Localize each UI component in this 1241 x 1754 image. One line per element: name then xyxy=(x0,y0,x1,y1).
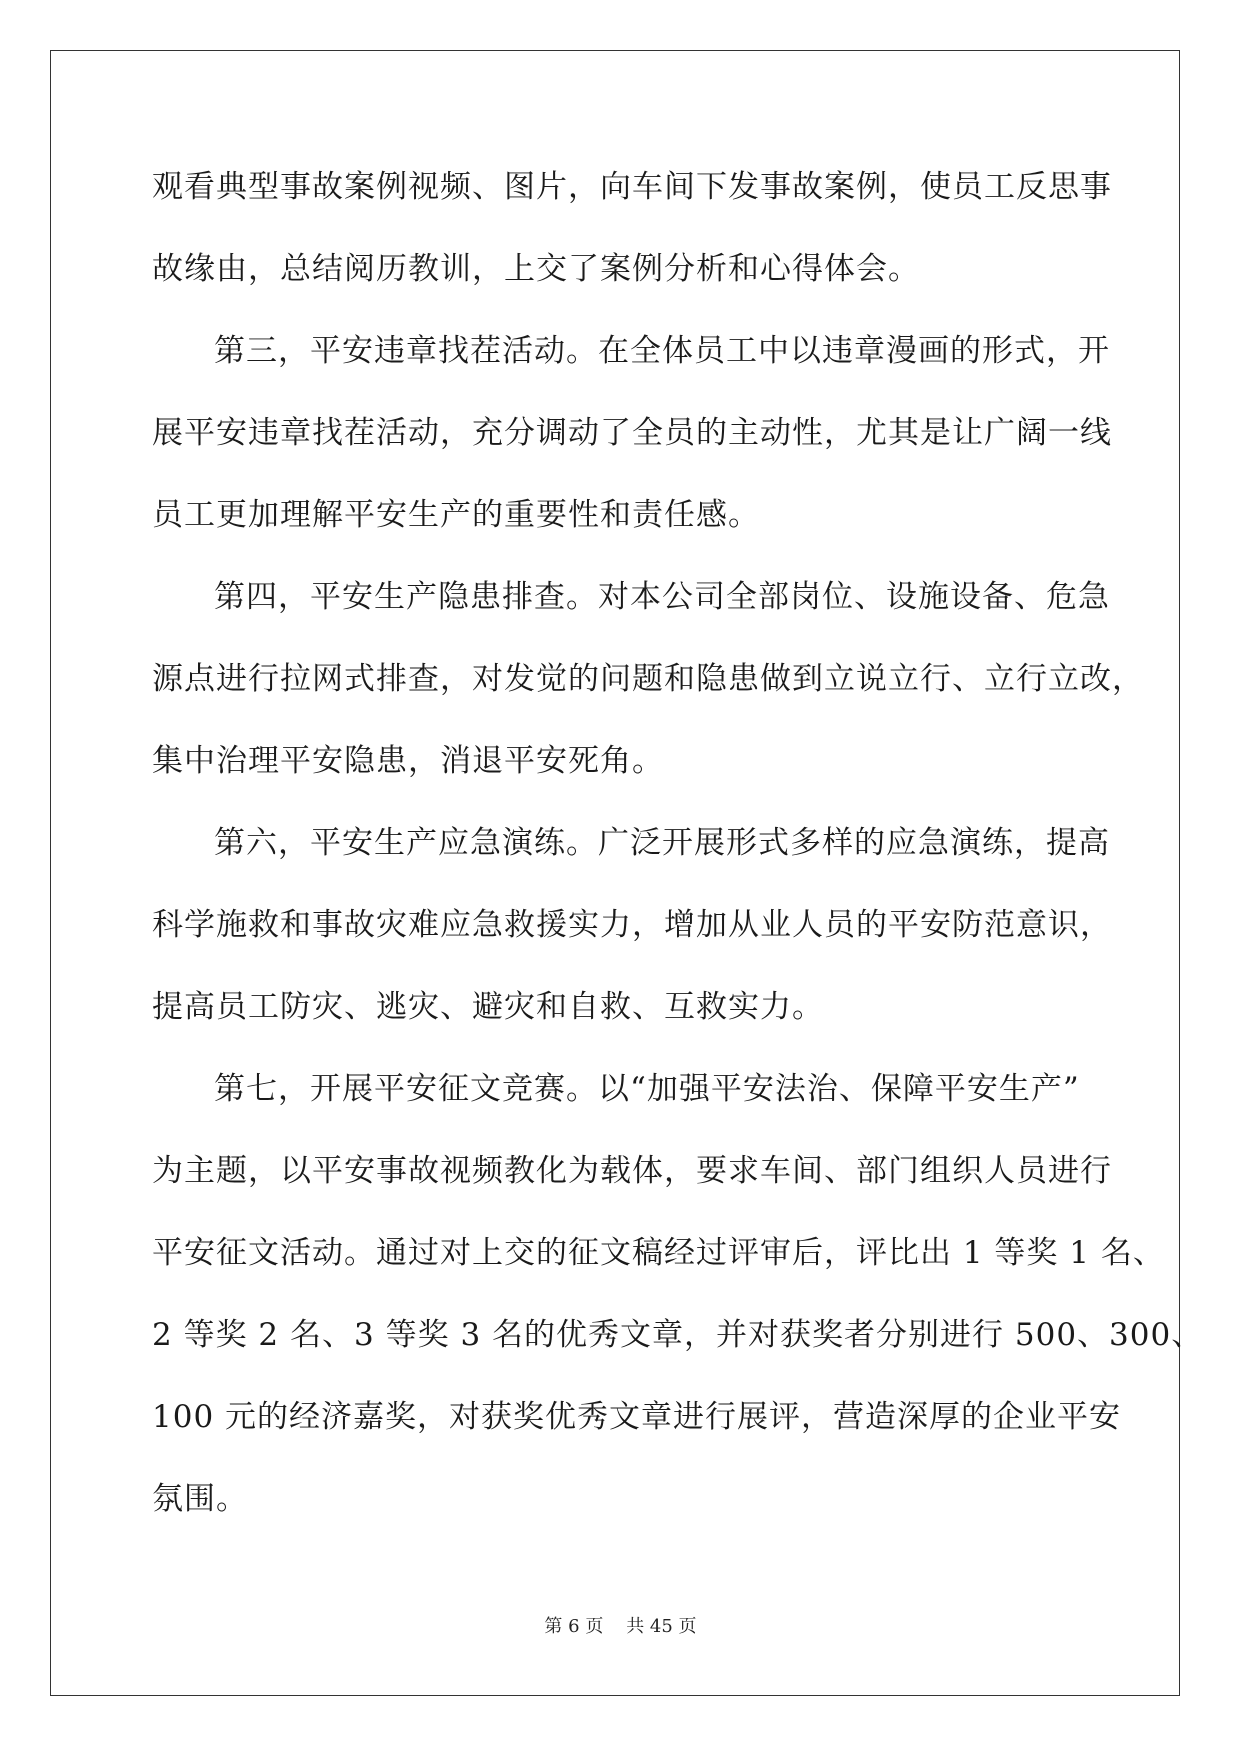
paragraph-start: 第六，平安生产应急演练。广泛开展形式多样的应急演练，提高 xyxy=(214,825,1110,861)
page-number-footer: 第 6 页 共 45 页 xyxy=(544,1616,697,1637)
text-line: 科学施救和事故灾难应急救援实力，增加从业人员的平安防范意识， xyxy=(152,907,1112,943)
text-line: 提高员工防灾、逃灾、避灾和自救、互救实力。 xyxy=(152,989,824,1025)
text-line: 员工更加理解平安生产的重要性和责任感。 xyxy=(152,497,760,533)
text-line: 2 等奖 2 名、3 等奖 3 名的优秀文章，并对获奖者分别进行 500、300、 xyxy=(152,1317,1204,1353)
text-line: 故缘由，总结阅历教训，上交了案例分析和心得体会。 xyxy=(152,251,920,287)
text-line: 为主题，以平安事故视频教化为载体，要求车间、部门组织人员进行 xyxy=(152,1153,1112,1189)
document-body xyxy=(152,158,1204,1552)
paragraph-start: 第三，平安违章找茬活动。在全体员工中以违章漫画的形式，开 xyxy=(214,333,1110,369)
text-line: 100 元的经济嘉奖，对获奖优秀文章进行展评，营造深厚的企业平安 xyxy=(152,1399,1122,1435)
text-line: 展平安违章找茬活动，充分调动了全员的主动性，尤其是让广阔一线 xyxy=(152,415,1112,451)
paragraph-start: 第七，开展平安征文竞赛。以“加强平安法治、保障平安生产” xyxy=(214,1071,1080,1107)
text-line: 观看典型事故案例视频、图片，向车间下发事故案例，使员工反思事 xyxy=(152,169,1112,205)
paragraph-start: 第四，平安生产隐患排查。对本公司全部岗位、设施设备、危急 xyxy=(214,579,1110,615)
text-line: 氛围。 xyxy=(152,1481,248,1517)
text-line: 集中治理平安隐患，消退平安死角。 xyxy=(152,743,664,779)
text-line: 平安征文活动。通过对上交的征文稿经过评审后，评比出 1 等奖 1 名、 xyxy=(152,1235,1165,1271)
text-line: 源点进行拉网式排查，对发觉的问题和隐患做到立说立行、立行立改， xyxy=(152,661,1144,697)
